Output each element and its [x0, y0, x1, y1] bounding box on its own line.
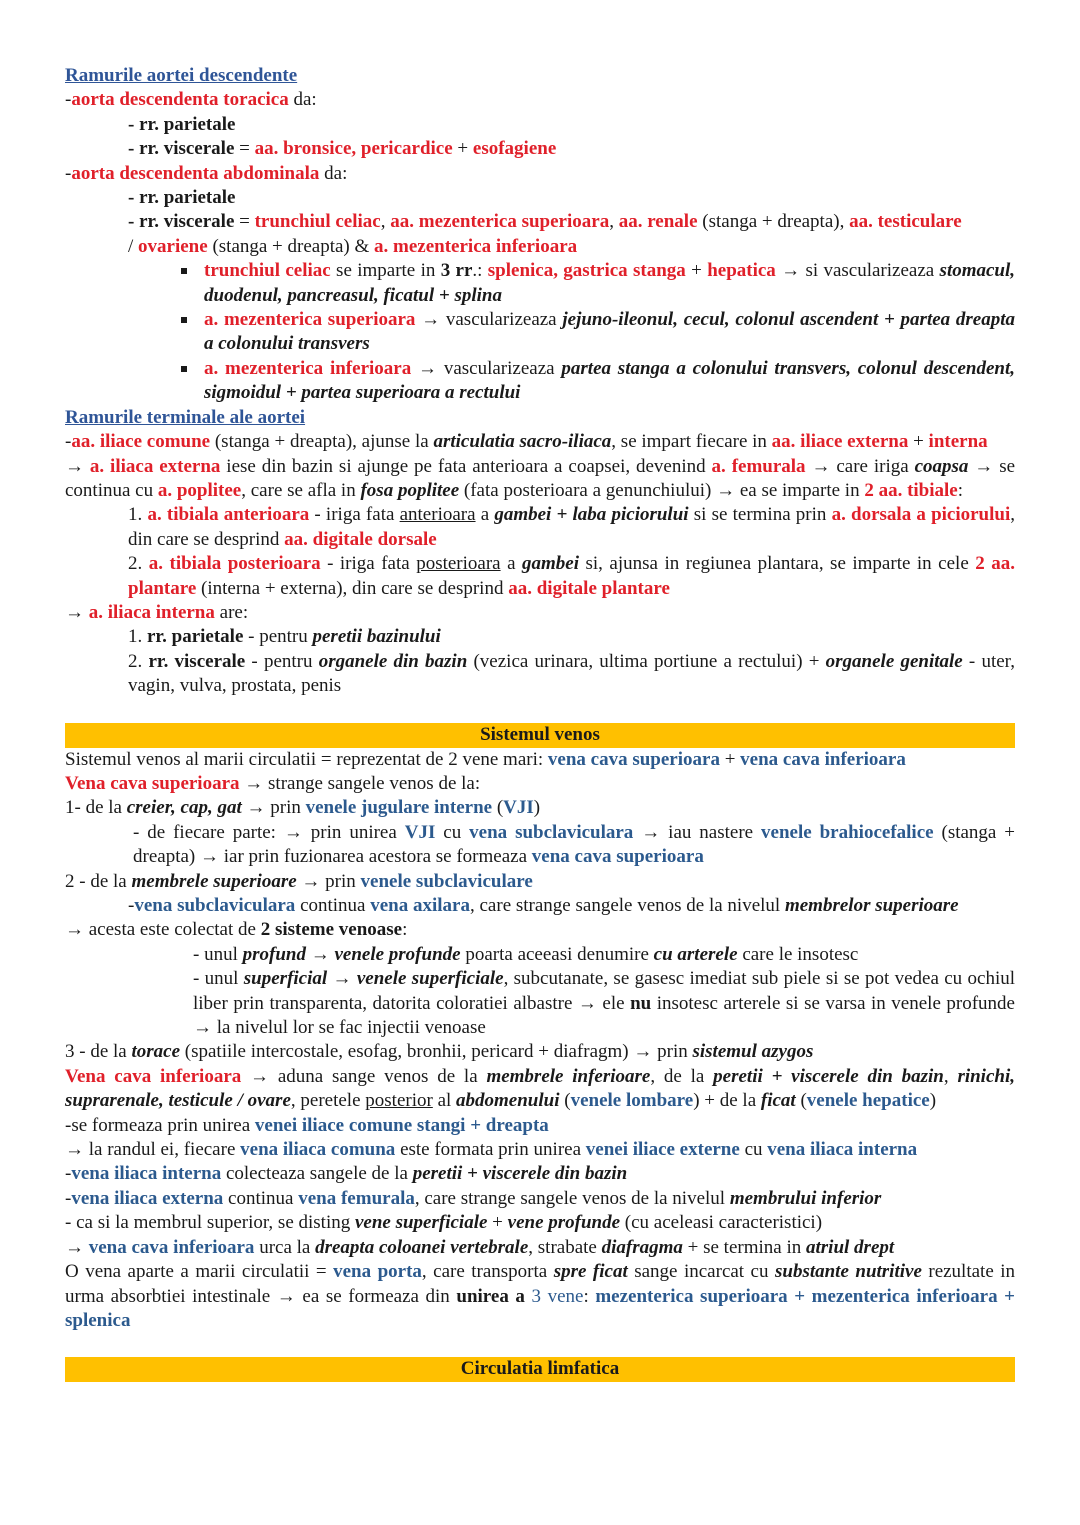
line-unul-profund: - unul profund → venele profunde poarta aceeasi denumire cu arterele care le insotesc — [193, 943, 859, 965]
item-tibiala-posterioara: 2. a. tibiala posterioara - iriga fata posterioara a gambei si, ajunsa in regiunea plantara, se imparte in cele 2 aa. plantare (interna + externa), din care se desprind aa. digitale plantare — [128, 553, 1015, 599]
section-bar-circulatia-limfatica: Circulatia limfatica — [65, 1357, 1015, 1382]
line-vcs-3: 3 - de la torace (spatiile intercostale, esofag, bronhii, pericard + diafragm) → prin sistemul azygos — [65, 1041, 814, 1063]
line-tor-parietale: - rr. parietale — [128, 113, 236, 135]
line-abd-parietale: - rr. parietale — [128, 187, 236, 209]
section-bar-sistemul-venos: Sistemul venos — [65, 723, 1015, 748]
item-tibiala-anterioara: 1. a. tibiala anterioara - iriga fata anterioara a gambei + laba piciorului si se termina prin a. dorsala a piciorului, din care se desprind aa. digitale dorsale — [128, 504, 1016, 550]
line-unul-superficial: - unul superficial → venele superficiale, subcutanate, se gasesc imediat sub piele si se pot vedea cu ochiul liber prin transparenta, datorita coloratiei albastre → ele nu insotesc arterele si se varsa in venele profunde → la nivelul lor se fac injectii venoase — [193, 968, 1016, 1039]
bullet-mezenterica-inferioara: a. mezenterica inferioara → vascularizeaza partea stanga a colonului transvers, colonul descendent, sigmoidul + partea superioara a rectului — [65, 357, 1015, 406]
document-page — [65, 64, 1015, 1382]
line-tor-viscerale: - rr. viscerale = aa. bronsice, pericardice + esofagiene — [128, 138, 557, 160]
spacer — [65, 1333, 1015, 1357]
line-aorta-abdominala: -aorta descendenta abdominala da: — [65, 162, 348, 184]
line-aorta-toracica: -aorta descendenta toracica da: — [65, 89, 317, 111]
line-vcs-1-detail: - de fiecare parte: → prin unirea VJI cu vena subclaviculara → iau nastere venele brahiocefalice (stanga + dreapta) → iar prin fuzionarea acestora se formeaza vena cava superioara — [133, 821, 1016, 868]
heading-ramurile-aortei-descendente: Ramurile aortei descendente — [65, 65, 298, 86]
line-vena-iliaca-externa: -vena iliaca externa continua vena femurala, care strange sangele venos de la nivelul membrului inferior — [65, 1187, 882, 1209]
line-vci-traseu: → vena cava inferioara urca la dreapta coloanei vertebrale, strabate diafragma + se termina in atriul drept — [65, 1236, 895, 1258]
line-vcs: Vena cava superioara → strange sangele venos de la: — [65, 772, 481, 794]
para-iliaca-interna: → a. iliaca interna are: — [65, 601, 249, 623]
line-2-sisteme: → acesta este colectat de 2 sisteme venoase: — [65, 919, 408, 941]
line-vena-iliaca-interna: -vena iliaca interna colecteaza sangele de la peretii + viscerele din bazin — [65, 1163, 628, 1185]
item-int-viscerale: 2. rr. viscerale - pentru organele din bazin (vezica urinara, ultima portiune a rectului) + organele genitale - uter, vagin, vulva, prostata, penis — [128, 650, 1015, 697]
para-iliace-comune: -aa. iliace comune (stanga + dreapta), ajunse la articulatia sacro-iliaca, se impart fiecare in aa. iliace externa + interna — [65, 431, 988, 453]
bullet-trunchiul-celiac: trunchiul celiac se imparte in 3 rr.: splenica, gastrica stanga + hepatica → si vascularizeaza stomacul, duodenul, pancreasul, ficatul + splina — [65, 259, 1015, 308]
para-iliaca-externa: → a. iliaca externa iese din bazin si ajunge pe fata anterioara a coapsei, devenind a. femurala → care iriga coapsa → se continua cu a. poplitee, care se afla in fosa poplitee (fata posterioara a genunchiului) → ea se imparte in 2 aa. tibiale: — [65, 455, 1016, 501]
line-vena-subclaviculara: -vena subclaviculara continua vena axilara, care strange sangele venos de la nivelul membrelor superioare — [128, 895, 959, 916]
spacer — [65, 699, 1015, 723]
line-vcs-1: 1- de la creier, cap, gat → prin venele jugulare interne (VJI) — [65, 797, 541, 819]
line-vci: Vena cava inferioara → aduna sange venos de la membrele inferioare, de la peretii + viscerele din bazin, rinichi, suprarenale, testicule / ovare, peretele posterior al abdomenului (venele lombare) + de la ficat (venele hepatice) — [65, 1065, 1015, 1112]
para-vena-porta: O vena aparte a marii circulatii = vena porta, care transporta spre ficat sange incarcat cu substante nutritive rezultate in urma absorbtiei intestinale → ea se formeaza din unirea a 3 vene: mezenterica superioara + mezenterica inferioara + splenica — [65, 1261, 1016, 1331]
line-vci-formare: -se formeaza prin unirea venei iliace comune stangi + dreapta — [65, 1114, 549, 1136]
line-sistemul-venos-intro: Sistemul venos al marii circulatii = reprezentat de 2 vene mari: vena cava superioara + vena cava inferioara — [65, 748, 906, 770]
bullet-mezenterica-superioara: a. mezenterica superioara → vascularizeaza jejuno-ileonul, cecul, colonul ascendent + partea dreapta a colonului transvers — [65, 308, 1015, 357]
line-membrul-superior: - ca si la membrul superior, se disting vene superficiale + vene profunde (cu aceleasi caracteristici) — [65, 1212, 823, 1234]
heading-ramurile-terminale: Ramurile terminale ale aortei — [65, 406, 306, 428]
line-vcs-2: 2 - de la membrele superioare → prin venele subclaviculare — [65, 870, 533, 892]
item-int-parietale: 1. rr. parietale - pentru peretii bazinului — [128, 626, 441, 648]
line-abd-viscerale: - rr. viscerale = trunchiul celiac, aa. mezenterica superioara, aa. renale (stanga + dreapta), aa. testiculare / ovariene (stanga + dreapta) & a. mezenterica inferioara — [128, 211, 962, 257]
line-vena-iliaca-comuna: → la randul ei, fiecare vena iliaca comuna este formata prin unirea venei iliace externe cu vena iliaca interna — [65, 1139, 918, 1161]
